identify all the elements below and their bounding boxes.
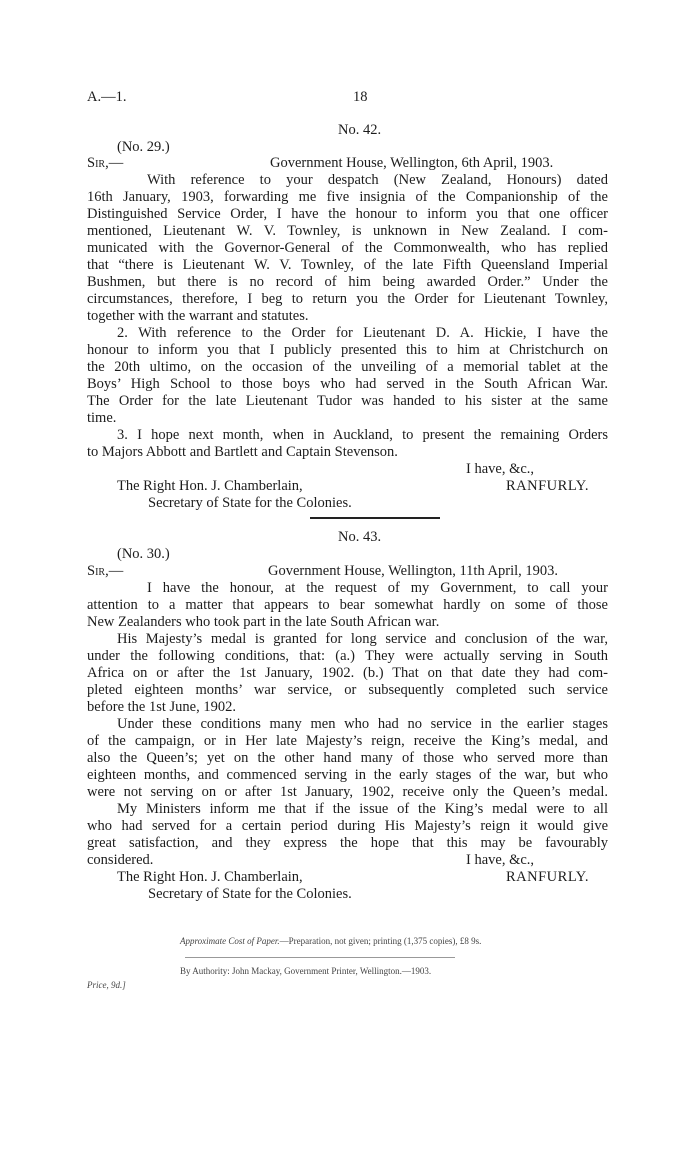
body-line: considered.: [87, 852, 154, 868]
body-line: together with the warrant and statutes.: [87, 308, 309, 324]
letter-42-addressee: The Right Hon. J. Chamberlain,: [117, 478, 303, 494]
body-line: Under these conditions many men who had no service in the earlier stages: [117, 716, 608, 732]
body-line: 2. With reference to the Order for Lieutenant D. A. Hickie, I have the: [117, 325, 608, 341]
body-line: Africa on or after the 1st January, 1902. (b.) That on that date they had com-: [87, 665, 608, 681]
price: Price, 9d.]: [87, 980, 126, 990]
body-line: were not serving on or after 1st January, 1902, receive only the Queen’s medal.: [87, 784, 608, 800]
paper-reference: A.—1.: [87, 89, 127, 105]
letter-43-signature: RANFURLY.: [506, 869, 589, 885]
body-line: the 20th ultimo, on the occasion of the unveiling of a memorial tablet at the: [87, 359, 608, 375]
letter-43-closing: I have, &c.,: [466, 852, 535, 868]
body-line: My Ministers inform me that if the issue of the King’s medal were to all: [117, 801, 608, 817]
letter-43-ref: (No. 30.): [117, 546, 170, 562]
body-line: attention to a matter that appears to bear somewhat hardly on some of those: [87, 597, 608, 613]
body-line: before the 1st June, 1902.: [87, 699, 236, 715]
printer-authority: By Authority: John Mackay, Government Printer, Wellington.—1903.: [180, 966, 432, 976]
body-line: 16th January, 1903, forwarding me five insignia of the Companionship of the: [87, 189, 608, 205]
letter-42-signature: RANFURLY.: [506, 478, 589, 494]
body-line: to Majors Abbott and Bartlett and Captain Stevenson.: [87, 444, 398, 460]
letter-42-title: No. 42.: [338, 122, 382, 138]
page-number: 18: [353, 89, 368, 105]
footer-rule: [185, 957, 455, 958]
body-line: Bushmen, but there is no record of him being awarded Order.” Under the: [87, 274, 608, 290]
body-line: Distinguished Service Order, I have the honour to inform you that one officer: [87, 206, 608, 222]
body-line: New Zealanders who took part in the late South African war.: [87, 614, 440, 630]
body-line: mentioned, Lieutenant W. V. Townley, is unknown in New Zealand. I com-: [87, 223, 608, 239]
body-line: The Order for the late Lieutenant Tudor was handed to his sister at the same: [87, 393, 608, 409]
body-line: time.: [87, 410, 117, 426]
letter-42-addressee-title: Secretary of State for the Colonies.: [148, 495, 352, 511]
body-line: who had served for a certain period during His Majesty’s reign it would give: [87, 818, 608, 834]
cost-of-paper-note: [180, 936, 481, 947]
body-line: With reference to your despatch (New Zealand, Honours) dated: [147, 172, 608, 188]
body-line: circumstances, therefore, I beg to return you the Order for Lieutenant Townley,: [87, 291, 608, 307]
body-line: municated with the Governor-General of the Commonwealth, who has replied: [87, 240, 608, 256]
letter-43-title: No. 43.: [338, 529, 382, 545]
body-line: that “there is Lieutenant W. V. Townley, of the late Fifth Queensland Imperial: [87, 257, 608, 273]
section-divider: [310, 517, 440, 519]
letter-43-addressee-title: Secretary of State for the Colonies.: [148, 886, 352, 902]
body-line: honour to inform you that I publicly presented this to him at Christchurch on: [87, 342, 608, 358]
body-line: eighteen months, and commenced serving in the early stages of the war, but who: [87, 767, 608, 783]
letter-43-salutation: Sir,—: [87, 563, 124, 579]
body-line: 3. I hope next month, when in Auckland, to present the remaining Orders: [117, 427, 608, 443]
body-line: also the Queen’s; yet on the other hand many of those who served more than: [87, 750, 608, 766]
cost-label: Approximate Cost of Paper.: [180, 936, 280, 946]
body-line: great satisfaction, and they express the hope that this may be favourably: [87, 835, 608, 851]
letter-42-ref: (No. 29.): [117, 139, 170, 155]
body-line: pleted eighteen months’ war service, or subsequently completed such service: [87, 682, 608, 698]
letter-43-addressee: The Right Hon. J. Chamberlain,: [117, 869, 303, 885]
body-line: His Majesty’s medal is granted for long service and conclusion of the war,: [117, 631, 608, 647]
letter-42-closing: I have, &c.,: [466, 461, 535, 477]
body-line: I have the honour, at the request of my Government, to call your: [147, 580, 608, 596]
letter-42-dateline: Government House, Wellington, 6th April, 1903.: [270, 155, 554, 171]
body-line: of the campaign, or in Her late Majesty’s reign, receive the King’s medal, and: [87, 733, 608, 749]
letter-43-dateline: Government House, Wellington, 11th April, 1903.: [268, 563, 559, 579]
body-line: Boys’ High School to those boys who had served in the South African War.: [87, 376, 608, 392]
body-line: under the following conditions, that: (a.) They were actually serving in South: [87, 648, 608, 664]
letter-42-salutation: Sir,—: [87, 155, 124, 171]
cost-text: —Preparation, not given; printing (1,375 copies), £8 9s.: [279, 936, 482, 946]
